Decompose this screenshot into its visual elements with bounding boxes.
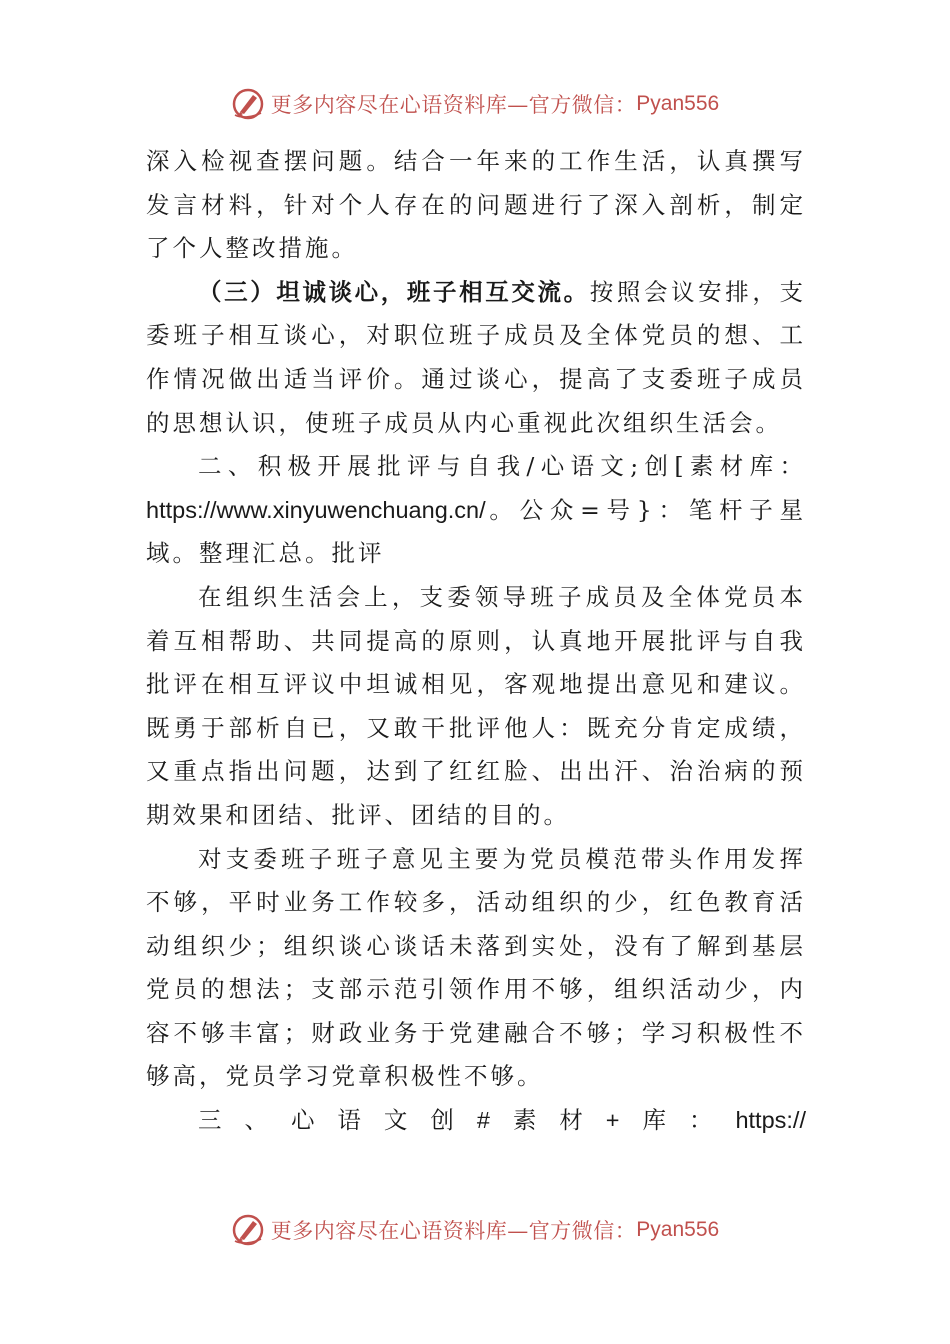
spread-token: + [605, 1107, 620, 1134]
spread-token: 素 [512, 1106, 537, 1135]
paragraph-6-spread-line [146, 1099, 806, 1143]
header-wechat-id: Pyan556 [636, 92, 720, 115]
paragraph-5: 对支委班子班子意见主要为党员模范带头作用发挥不够，平时业务工作较多，活动组织的少，红色教育活动组织少；组织谈心谈话未落到实处，没有了解到基层党员的想法；支部示范引领作用不够，组织活动少，内容不够丰富；财政业务于党建融合不够；学习积极性不够高，党员学习党章积极性不够。 [146, 844, 806, 1091]
spread-token: ： [688, 1106, 713, 1135]
paragraph-3-tail: 。公众=号}：笔杆子星域。整理汇总。批评 [146, 495, 806, 568]
paragraph-2 [146, 271, 806, 445]
paragraph-1: 深入检视查摆问题。结合一年来的工作生活，认真撰写发言材料，针对个人存在的问题进行了深入剖析，制定了个人整改措施。 [146, 147, 806, 263]
footer-wechat-id: Pyan556 [636, 1218, 720, 1241]
spread-token: # [476, 1107, 490, 1134]
paragraph-3 [146, 445, 806, 576]
spread-token: 创 [430, 1106, 454, 1135]
spread-token: 材 [559, 1106, 583, 1135]
section-heading-2: 二、积极开展批评与自我/心语文;创[素材库： [198, 452, 806, 481]
footer-banner-text: 更多内容尽在心语资料库—官方微信： [270, 1219, 637, 1243]
pen-logo-icon [231, 87, 265, 121]
spread-token: 、 [244, 1106, 268, 1135]
spread-token: 三 [198, 1106, 222, 1135]
spread-token: 库 [642, 1106, 666, 1135]
source-url-part-2: www.xinyuwenchuang.cn/ [216, 496, 486, 523]
spread-token: https:// [735, 1107, 806, 1134]
spread-token: 心 [290, 1106, 315, 1135]
header-banner-text: 更多内容尽在心语资料库—官方微信： [270, 93, 637, 117]
paragraph-2-text: 按照会议安排，支委班子相互谈心，对职位班子成员及全体党员的想、工作情况做出适当评价。通过谈心，提高了支委班子成员的思想认识，使班子成员从内心重视此次组织生活会。 [146, 277, 807, 437]
header-banner [0, 82, 950, 126]
document-body [146, 140, 806, 1143]
spread-token: 语 [337, 1106, 361, 1135]
source-url-part-1: https:// [146, 496, 217, 523]
section-heading-3: （三）坦诚谈心，班子相互交流。 [198, 277, 590, 306]
footer-banner [0, 1208, 950, 1252]
spread-token: 文 [383, 1106, 408, 1135]
paragraph-4: 在组织生活会上，支委领导班子成员及全体党员本着互相帮助、共同提高的原则，认真地开展批评与自我批评在相互评议中坦诚相见，客观地提出意见和建议。既勇于部析自已，又敢干批评他人：既充分肯定成绩，又重点指出问题，达到了红红脸、出出汗、治治病的预期效果和团结、批评、团结的目的。 [146, 582, 806, 829]
pen-logo-icon [231, 1213, 265, 1247]
